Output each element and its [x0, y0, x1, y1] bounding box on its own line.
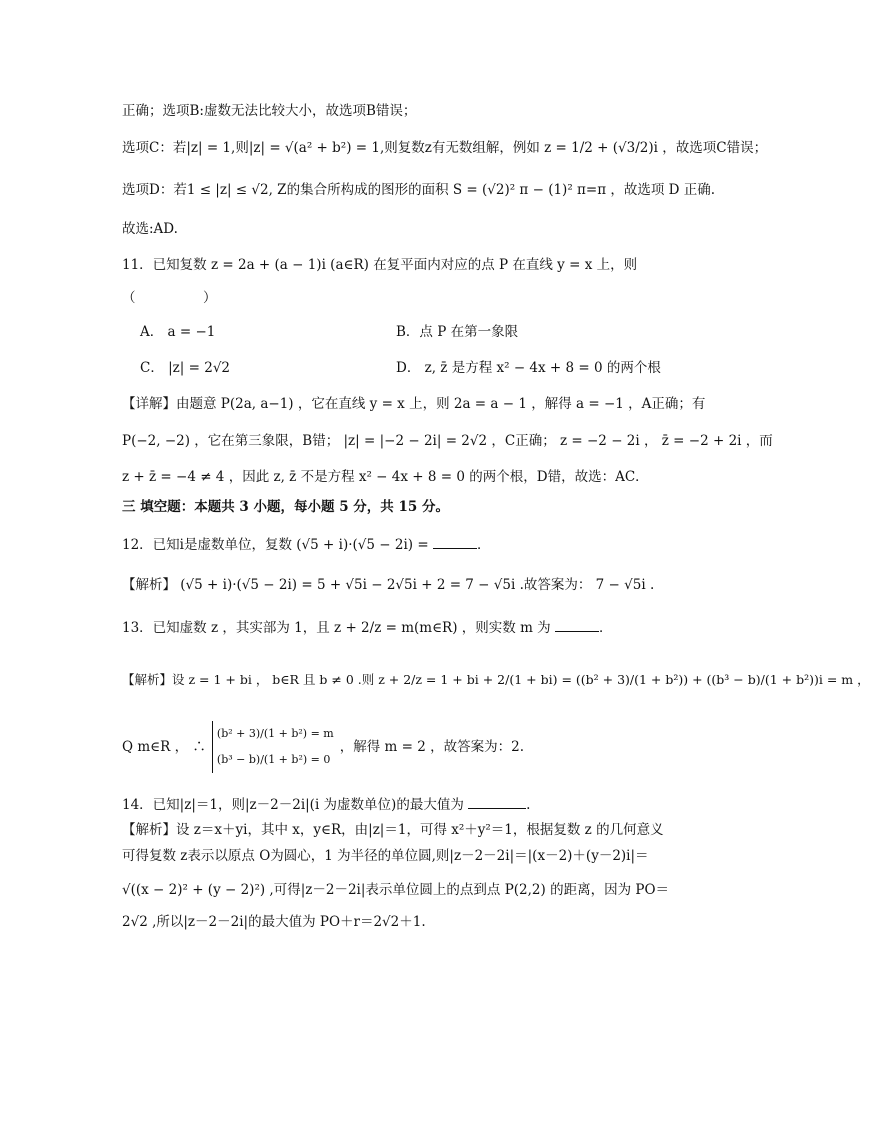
option-d: D． z, z̄ 是方程 x² − 4x + 8 = 0 的两个根 — [396, 360, 661, 376]
question-12: 12．已知i是虚数单位，复数 (√5 + i)·(√5 − 2i) = ． — [122, 537, 491, 553]
q11-solution-line-1: 【详解】由题意 P(2a, a−1) ，它在直线 y = x 上，则 2a = a − 1 ，解得 a = −1 ，A正确；有 — [122, 396, 706, 412]
equation-system — [212, 721, 334, 773]
text-line-1: 正确；选项B:虚数无法比较大小，故选项B错误； — [122, 103, 417, 119]
text-line-3: 选项D：若1 ≤ |z| ≤ √2, Z的集合所构成的图形的面积 S = (√2)² π − (1)² π=π ，故选项 D 正确. — [122, 182, 716, 198]
section-heading-fill-in: 三 填空题：本题共 3 小题，每小题 5 分，共 15 分。 — [122, 499, 449, 515]
equation-row-2: (b³ − b)/(1 + b²) = 0 — [216, 753, 331, 766]
text-line-2: 选项C：若|z| = 1,则|z| = √(a² + b²) = 1,则复数z有无数组解，例如 z = 1/2 + (√3/2)i ，故选项C错误； — [122, 140, 768, 156]
question-11: 11．已知复数 z = 2a + (a − 1)i (a∈R) 在复平面内对应的点 P 在直线 y = x 上，则 — [122, 257, 638, 273]
equation-row-1: (b² + 3)/(1 + b²) = m — [216, 727, 334, 740]
option-a: A． a = −1 — [140, 324, 216, 340]
q14-solution-line-2: 可得复数 z表示以原点 O为圆心，1 为半径的单位圆,则|z－2－2i|＝|(x－2)＋(y－2)i|＝ — [122, 848, 649, 864]
answer-blank — [433, 536, 477, 549]
q14-solution-line-1: 【解析】设 z＝x＋yi，其中 x，y∈R，由|z|＝1，可得 x²＋y²＝1，根据复数 z 的几何意义 — [122, 822, 664, 838]
q14-solution-line-3: √((x − 2)² + (y − 2)²) ,可得|z－2－2i|表示单位圆上的点到点 P(2,2) 的距离，因为 PO＝ — [122, 882, 670, 898]
option-b: B．点 P 在第一象限 — [396, 324, 519, 340]
q12-solution: 【解析】 (√5 + i)·(√5 − 2i) = 5 + √5i − 2√5i + 2 = 7 − √5i .故答案为： 7 − √5i . — [122, 577, 655, 593]
q11-solution-line-3: z + z̄ = −4 ≠ 4 ，因此 z, z̄ 不是方程 x² − 4x + 8 = 0 的两个根，D错，故选：AC． — [122, 469, 649, 485]
question-14: 14．已知|z|＝1，则|z－2－2i|(i 为虚数单位)的最大值为 . — [122, 797, 531, 813]
question-14-text: 14．已知|z|＝1，则|z－2－2i|(i 为虚数单位)的最大值为 — [122, 797, 464, 813]
q13-lead: Q m∈R ， ∴ — [122, 739, 206, 755]
q13-solution-line-2 — [122, 712, 754, 782]
q14-solution-line-4: 2√2 ,所以|z－2－2i|的最大值为 PO＋r＝2√2＋1. — [122, 914, 426, 930]
q13-tail: ，解得 m = 2 ，故答案为：2. — [339, 739, 524, 755]
q13-solution-line-1: 【解析】设 z = 1 + bi ， b∈R 且 b ≠ 0 .则 z + 2/z = 1 + bi + 2/(1 + bi) = ((b² + 3)/(1 + b²)) + ((b³ − b)/(1 + b²))i = m ， — [122, 672, 870, 687]
text-line-4: 故选:AD. — [122, 221, 178, 237]
q11-solution-line-2: P(−2, −2) ，它在第三象限，B错； |z| = |−2 − 2i| = 2√2 ，C正确； z = −2 − 2i ， z̄ = −2 + 2i ，而 — [122, 433, 773, 449]
option-c: C． |z| = 2√2 — [140, 360, 231, 376]
question-11-answer-paren: （ ） — [122, 290, 217, 306]
question-12-text: 12．已知i是虚数单位，复数 (√5 + i)·(√5 − 2i) = — [122, 537, 429, 553]
question-13-text: 13．已知虚数 z ，其实部为 1，且 z + 2/z = m(m∈R) ，则实数 m 为 — [122, 620, 551, 636]
answer-blank — [555, 619, 599, 632]
answer-blank — [468, 796, 526, 809]
question-13: 13．已知虚数 z ，其实部为 1，且 z + 2/z = m(m∈R) ，则实数 m 为 ． — [122, 620, 613, 636]
